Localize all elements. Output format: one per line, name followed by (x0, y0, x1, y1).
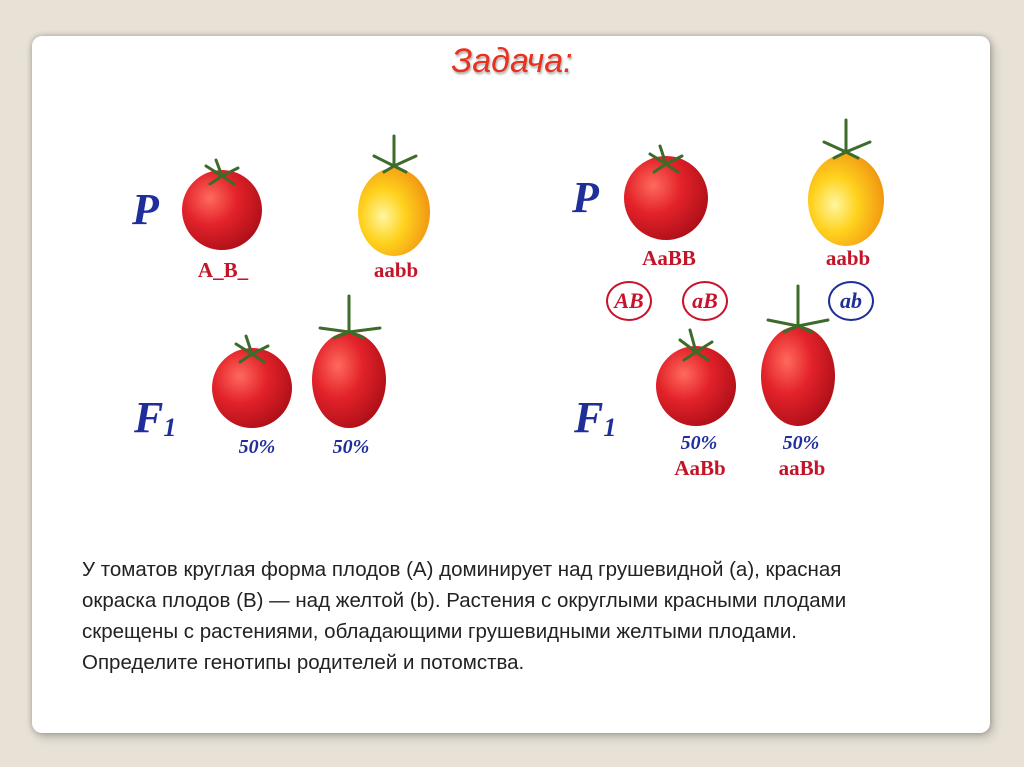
left-offspring2-pear-red-tomato (306, 292, 392, 432)
gamete-aB: aB (682, 281, 728, 321)
gamete-ab: ab (828, 281, 874, 321)
right-offspring1-percent: 50% (680, 432, 718, 454)
left-offspring2-percent: 50% (332, 436, 370, 458)
right-p-label: P (572, 173, 599, 222)
left-parent2-pear-yellow-tomato (354, 132, 434, 260)
gamete-AB: AB (606, 281, 652, 321)
task-text: У томатов круглая форма плодов (А) доминирует над грушевидной (а), красная окраска плодов (В) — над желтой (b). Растения с округлыми красными плодами скрещены с растениями, обладающими грушевидными желтыми плодами. Определите генотипы родителей и потомства. (82, 558, 847, 674)
left-parent1-genotype: A_B_ (197, 258, 249, 282)
slide-title: Задача: (451, 42, 573, 80)
right-offspring2-percent: 50% (782, 432, 820, 454)
left-offspring1-round-red-tomato (206, 330, 298, 432)
left-p-label: P (132, 185, 159, 234)
left-f1-label: $F_1$ (134, 393, 177, 442)
right-parent1-genotype: AaBB (642, 246, 696, 270)
right-parent2-pear-yellow-tomato (804, 116, 888, 248)
right-offspring1-round-red-tomato (650, 326, 742, 430)
right-parent2-genotype: aabb (825, 246, 871, 270)
left-offspring1-percent: 50% (238, 436, 276, 458)
right-parent1-round-red-tomato (620, 140, 712, 244)
right-offspring1-genotype: AaBb (674, 456, 726, 480)
left-parent2-genotype: aabb (373, 258, 419, 282)
right-offspring2-pear-red-tomato (756, 284, 840, 430)
left-parent1-round-red-tomato (176, 152, 268, 256)
right-f1-label: $F_1$ (574, 393, 617, 442)
right-offspring2-genotype: aaBb (778, 456, 826, 480)
